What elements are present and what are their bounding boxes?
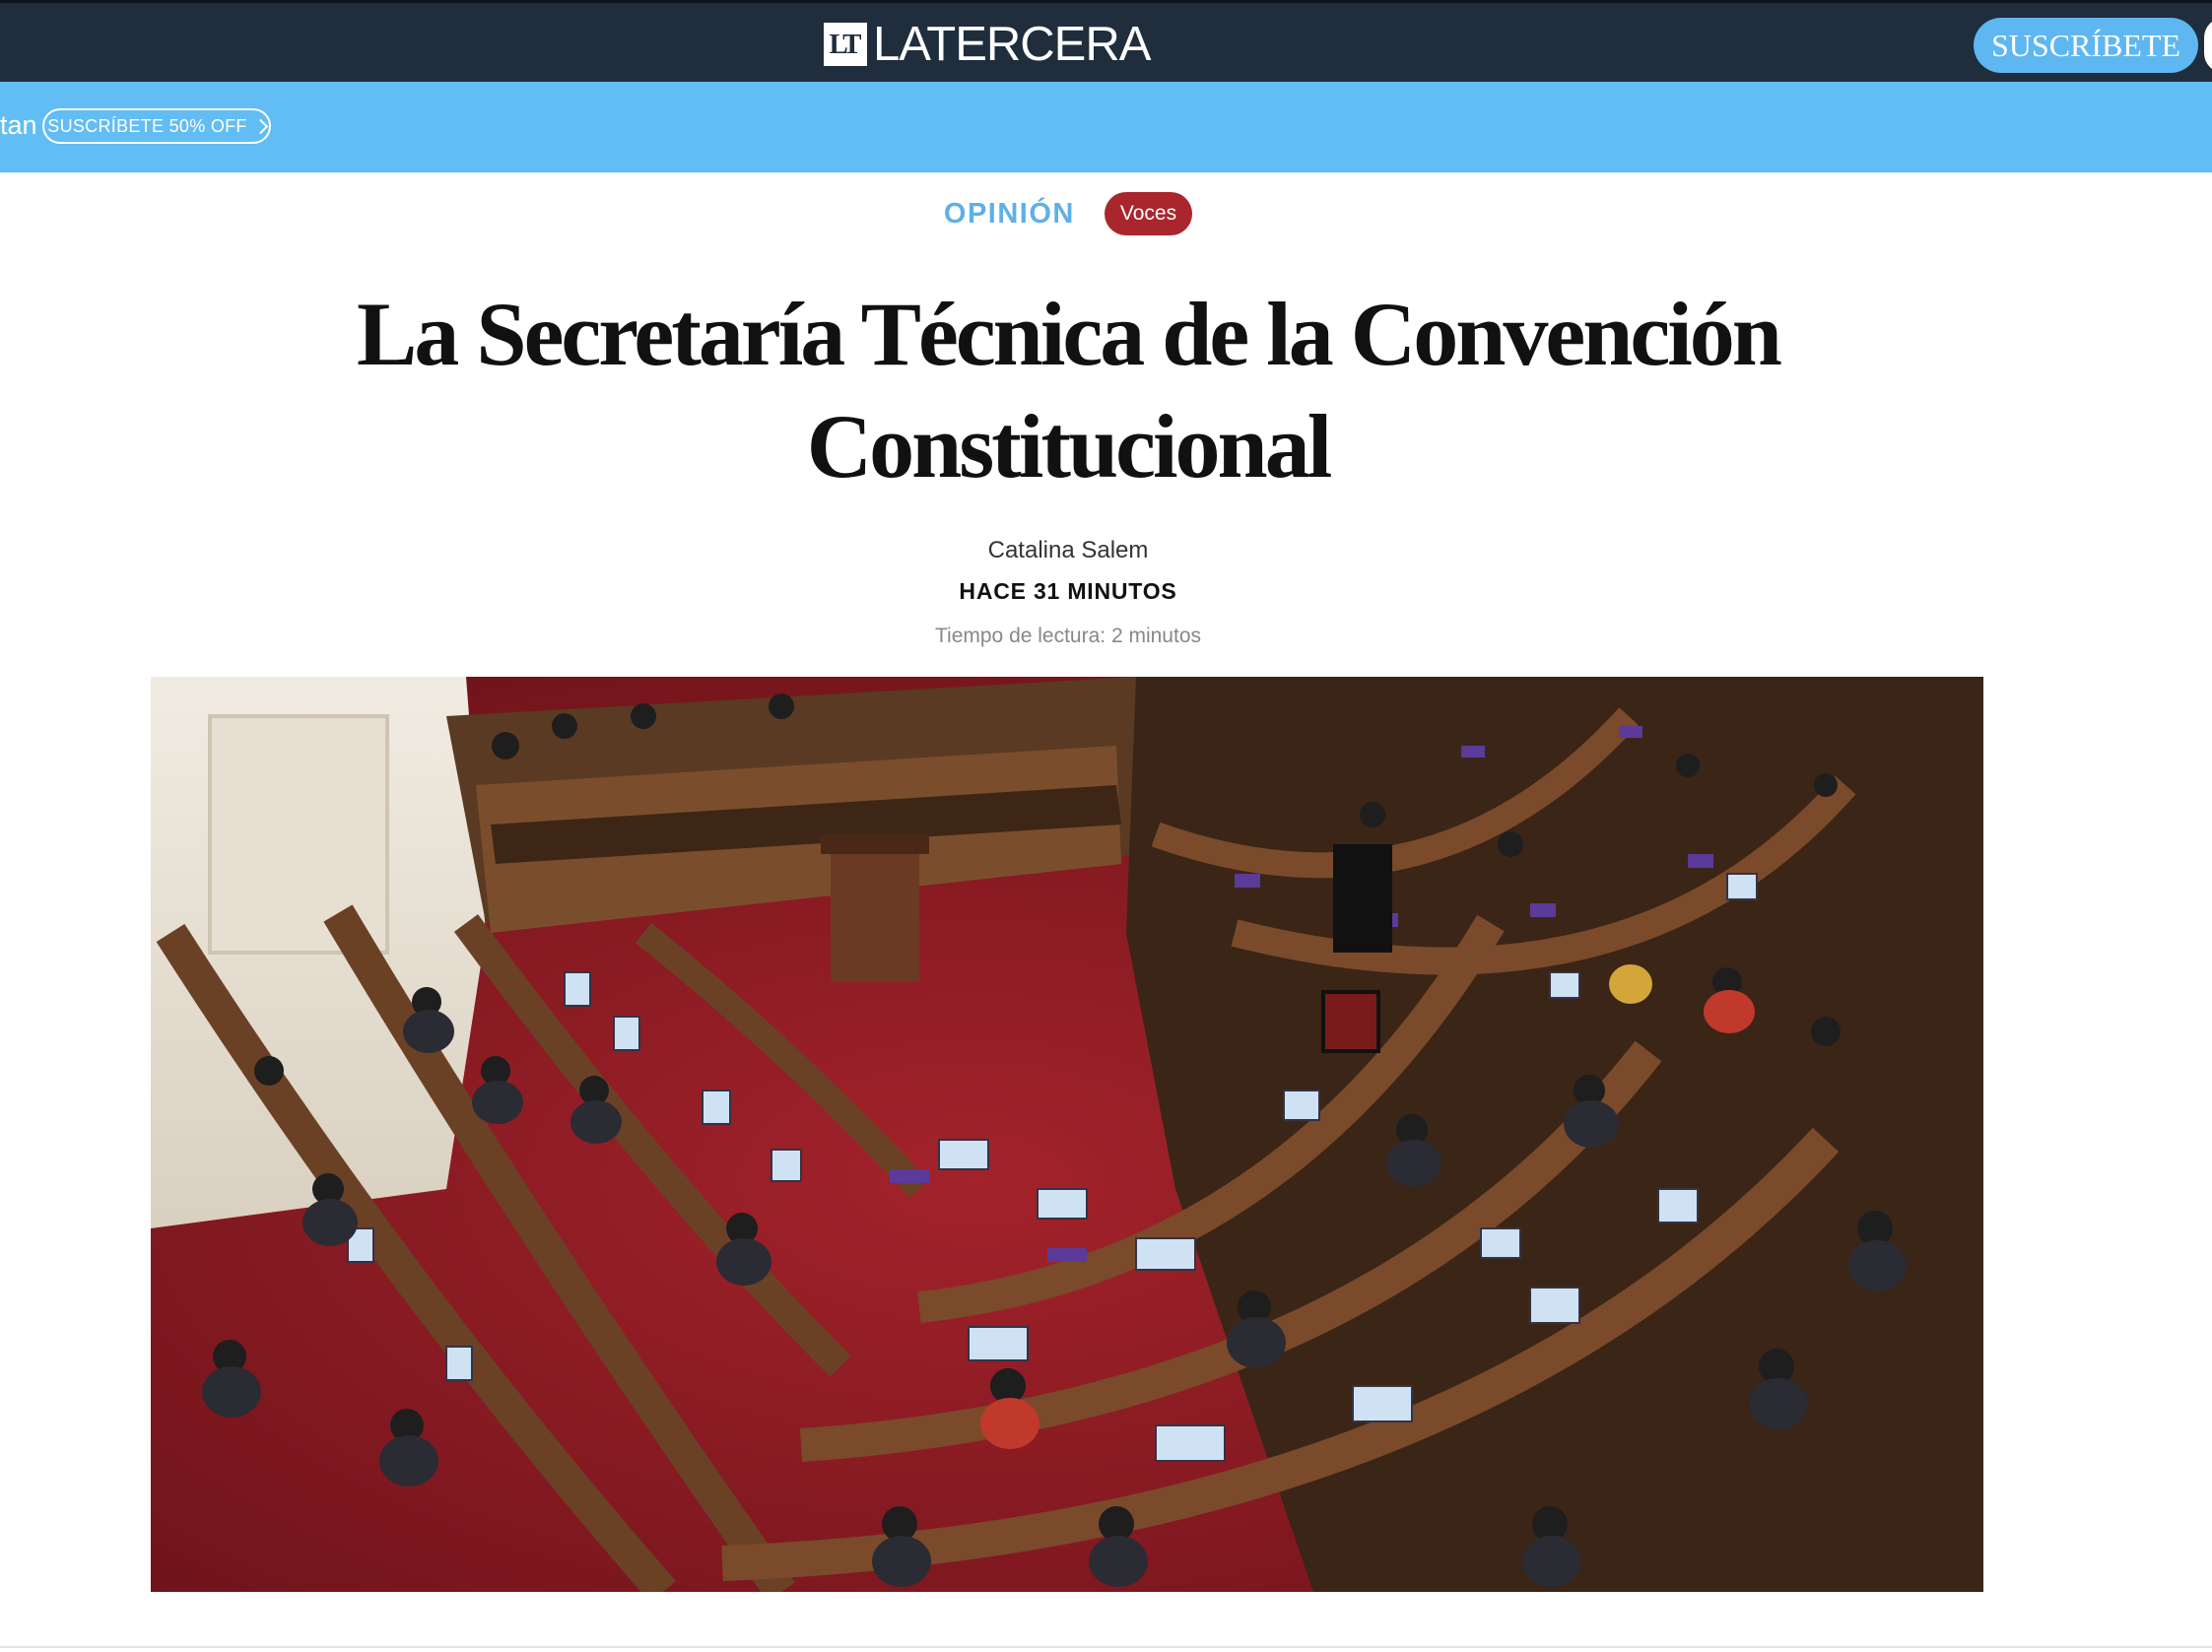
promo-subscribe-button[interactable]: [42, 108, 271, 144]
promo-subscribe-label: SUSCRÍBETE 50% OFF: [47, 115, 247, 136]
divider: [0, 1646, 2212, 1648]
logo-text: LATERCERA: [873, 18, 1151, 71]
promo-text: tan: [0, 110, 37, 140]
article-headline: La Secretaría Técnica de la Convención Constitucional: [357, 284, 1779, 496]
chevron-right-icon: [252, 118, 268, 134]
top-nav-bar: [0, 0, 2212, 82]
article-author[interactable]: Catalina Salem: [987, 537, 1149, 563]
site-logo[interactable]: [824, 20, 1150, 69]
subscribe-button[interactable]: SUSCRÍBETE: [1974, 18, 2198, 73]
section-link-opinion[interactable]: OPINIÓN: [943, 197, 1075, 230]
section-tags: [0, 191, 2136, 236]
promo-banner: [0, 82, 2212, 172]
tag-voces[interactable]: Voces: [1105, 192, 1192, 235]
user-account-button[interactable]: [2204, 18, 2212, 73]
hero-image: [151, 677, 1983, 1592]
logo-mark: LT: [824, 23, 867, 66]
article-timestamp: HACE 31 MINUTOS: [959, 578, 1177, 604]
reading-time: Tiempo de lectura: 2 minutos: [934, 625, 1202, 647]
